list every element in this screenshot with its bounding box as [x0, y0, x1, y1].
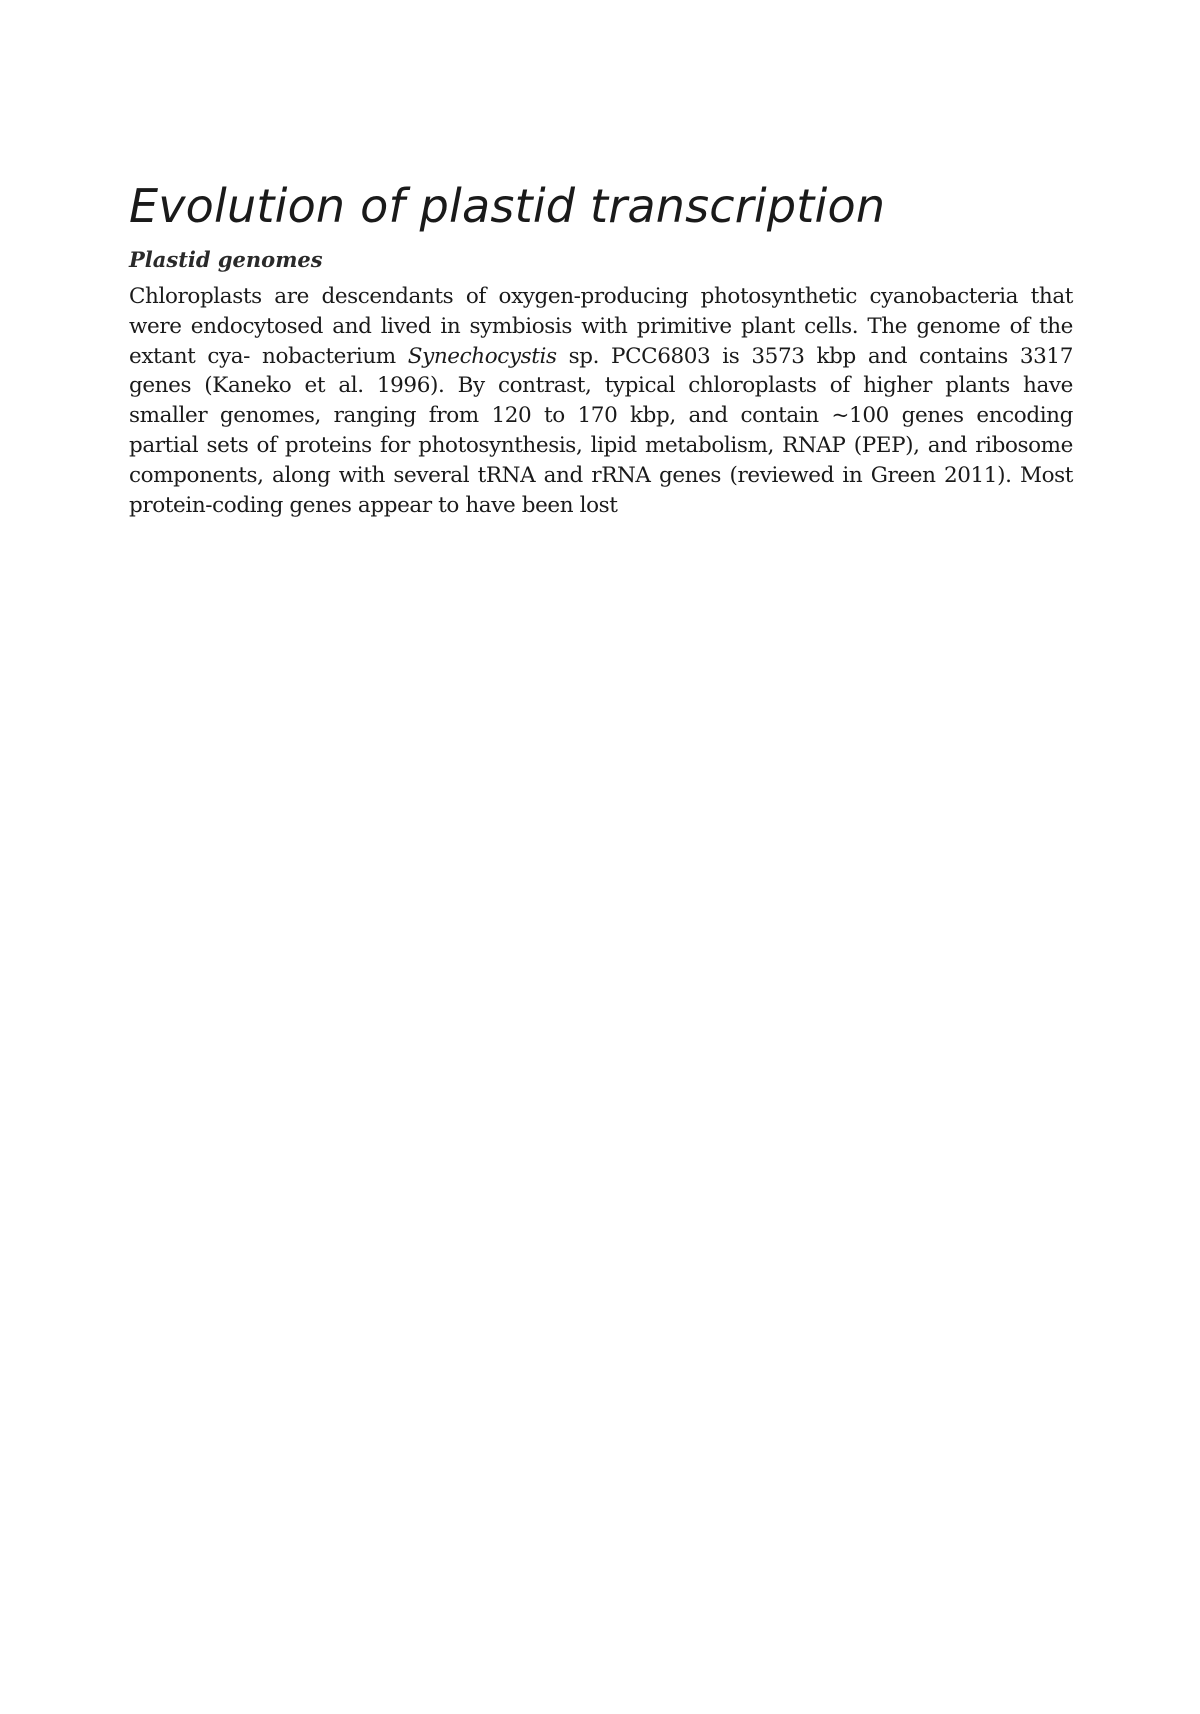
- paragraph-text-part-2: sp. PCC6803 is 3573 kbp and contains 3317 genes (Kaneko et al. 1996). By contrast, typical chloroplasts of higher plants have smaller genomes, ranging from 120 to 170 kbp, and contain ~100 genes encoding partial sets of proteins for photosynthesis, lipid metabolism, RNAP (PEP), and ribosome components, along with several tRNA and rRNA genes (reviewed in Green 2011). Most protein-coding genes appear to have been lost: [129, 343, 1073, 518]
- paragraph-text-part-1: Chloroplasts are descendants of oxygen-producing photosynthetic cyanobacteria that were endocytosed and lived in symbiosis with primitive plant cells. The genome of the extant cya- nobacterium: [129, 284, 1073, 369]
- document-page: [129, 178, 1073, 520]
- body-paragraph: [129, 282, 1073, 520]
- section-heading: Plastid genomes: [129, 247, 323, 272]
- document-title: Evolution of plastid transcription: [129, 179, 886, 233]
- species-name: Synechocystis: [407, 343, 557, 369]
